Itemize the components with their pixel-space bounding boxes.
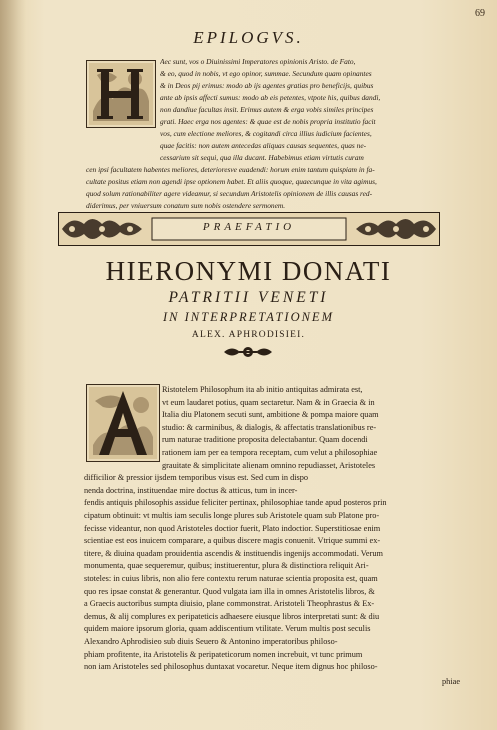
body-line: monumenta, quae sequeremur, quibus; instituerentur, plura & distinctiora reliquit Ari- — [84, 561, 369, 571]
body-line: demus, & alij complures ex peripateticis adhaesere eiusque libros interpretati sunt: & diu — [84, 611, 380, 621]
body-line: Alexandro Aphrodisieo sub diuis Seuero & Antonino imperatoribus philoso- — [84, 637, 338, 646]
body-line: difficilior & pressior ijsdem temporibus visus est. Sed cum in dispo — [84, 473, 309, 483]
epilogus-line: & eo, quod in nobis, vt ego opinor, summae. Secundum quam opinantes — [160, 69, 372, 78]
body-line: stoteles: in cuius libris, non alio fere contextu rerum naturae scientia proposita est, quam — [84, 574, 378, 583]
epilogus-line: diderimus, per vniuersum conatum sum nobis ostendere sermonem. — [86, 201, 286, 210]
body-line: scientiae est eos inuicem comparare, a quibus discere magis conuenit. Vtrique summi ex- — [84, 536, 381, 546]
title-author: HIERONYMI DONATI — [105, 256, 392, 286]
epilogus-line: cessarium sit sequi, qua illa ducant. Habebimus etiam virtutis curam — [160, 153, 364, 162]
fleuron-ornament — [222, 344, 274, 360]
body-line: fendis antiquis philosophis assidue feliciter pertinax, philosophiae tande apud posteros prin — [84, 498, 387, 508]
epilogus-line: quae facitis: non autem antecedas aliquas causas sequentes, quas ne- — [160, 141, 367, 150]
epilogus-line: grati. Haec erga nos agentes: & quae est de nobis propria institutio facit — [160, 117, 376, 126]
epilogus-line: vos, cum electione meliores, & cogitandi circa illius iudicium facientes, — [160, 129, 372, 138]
title-alexander: ALEX. APHRODISIEI. — [191, 330, 306, 340]
epilogus-line: Aec sunt, vos o Diuinissimi Imperatores opinionis Aristo. de Fato, — [160, 57, 356, 66]
praefatio-label: PRAEFATIO — [202, 221, 296, 233]
body-line: a Graecis auctoribus sumpta diuisio, plane commonstrat. Aristoteli Theophrastus & Ex- — [84, 599, 375, 609]
fleuron-drawing — [222, 344, 274, 360]
body-line: Ristotelem Philosophum ita ab initio antiquitas admirata est, — [162, 385, 363, 394]
epilogus-line: cen ipsi facultatem habentes meliores, deterioresve euadendi: horum enim tantum quispiam in fa- — [86, 165, 375, 174]
body-line: fecisse videantur, non quod Aristoteles doctior fuerit, Plato indoctior. Superstitiosae enim — [84, 523, 381, 533]
epilogus-line: & in Deos pij erimus: modo ab ijs agentes gratias pro beneficijs, quibus — [160, 81, 374, 90]
body-line: quidem maiore ipsorum gloria, quam addiscentium vtilitate. Verum multis post seculis — [84, 624, 371, 634]
epilogus-line: ante ab ipsis affecti sumus: modo ab eis petentes, vtpote his, quibus dandi, — [160, 93, 381, 102]
body-line: Italia diu Platonem secuti sunt, ambitione & pompa maiore quam — [162, 410, 379, 420]
body-line: rationem iam per ea tempora receptam, cum velut a philosophiae — [162, 448, 378, 457]
epilogus-line: quod solum rationabiliter agere videamur, si secundum Aristotelis opinionem de illis causas red- — [86, 189, 373, 198]
body-line: grauitate & simplicitate alienam omnino repudiasset, Aristoteles — [162, 460, 376, 470]
epilogus-line: non dandiue facultas insit. Erimus autem & erga vobis similes principes — [160, 105, 374, 114]
woodcut-initial-a-drawing — [87, 385, 159, 461]
body-line: cipatum obtinuit: vt multis iam seculis longe plures sub Aristotele quam sub Platone pro- — [84, 511, 380, 520]
body-line: quo res ipsae constat & generantur. Quod vulgata iam illa in omnes Aristotelis libros, & — [84, 586, 375, 596]
woodcut-initial-h-drawing — [87, 61, 155, 127]
body-line: titere, & diuina quadam prouidentia ascendis & instituendis ingenijs accommodati. Verum — [84, 548, 383, 558]
page-number: 69 — [475, 8, 485, 19]
body-line: non iam Aristoteles sed philosophus duntaxat vocaretur. Neque item dignus hoc philoso- — [84, 662, 378, 672]
woodcut-initial-h — [86, 60, 156, 128]
body-line: rum naturae traditione proposita delectabantur. Quam docendi — [162, 435, 368, 445]
body-line: studio: & carminibus, & dialogis, & affectatis translationibus re- — [162, 422, 377, 432]
epilogus-heading: EPILOGVS. — [193, 28, 304, 47]
epilogus-line: cultate positus etiam non agendi ipse optionem habet. Et aliis quoque, quaecunque in vita agimus, — [86, 177, 377, 186]
title-patritii: PATRITII VENETI — [168, 289, 329, 306]
body-line: phiam profitente, ita Aristotelis & peripateticorum nomen increbuit, vt tunc primum — [84, 649, 363, 659]
title-interpretationem: IN INTERPRETATIONEM — [163, 310, 334, 324]
catchword: phiae — [442, 677, 460, 686]
body-line: vt eum laudaret potius, quam sectaretur. Nam & in Graecia & in — [162, 397, 375, 407]
ornamental-band — [58, 212, 440, 246]
gutter-shadow — [0, 0, 26, 730]
woodcut-initial-a — [86, 384, 160, 462]
body-line: nenda doctrina, instituendae mire doctus & atticus, tum in incer- — [84, 485, 298, 495]
